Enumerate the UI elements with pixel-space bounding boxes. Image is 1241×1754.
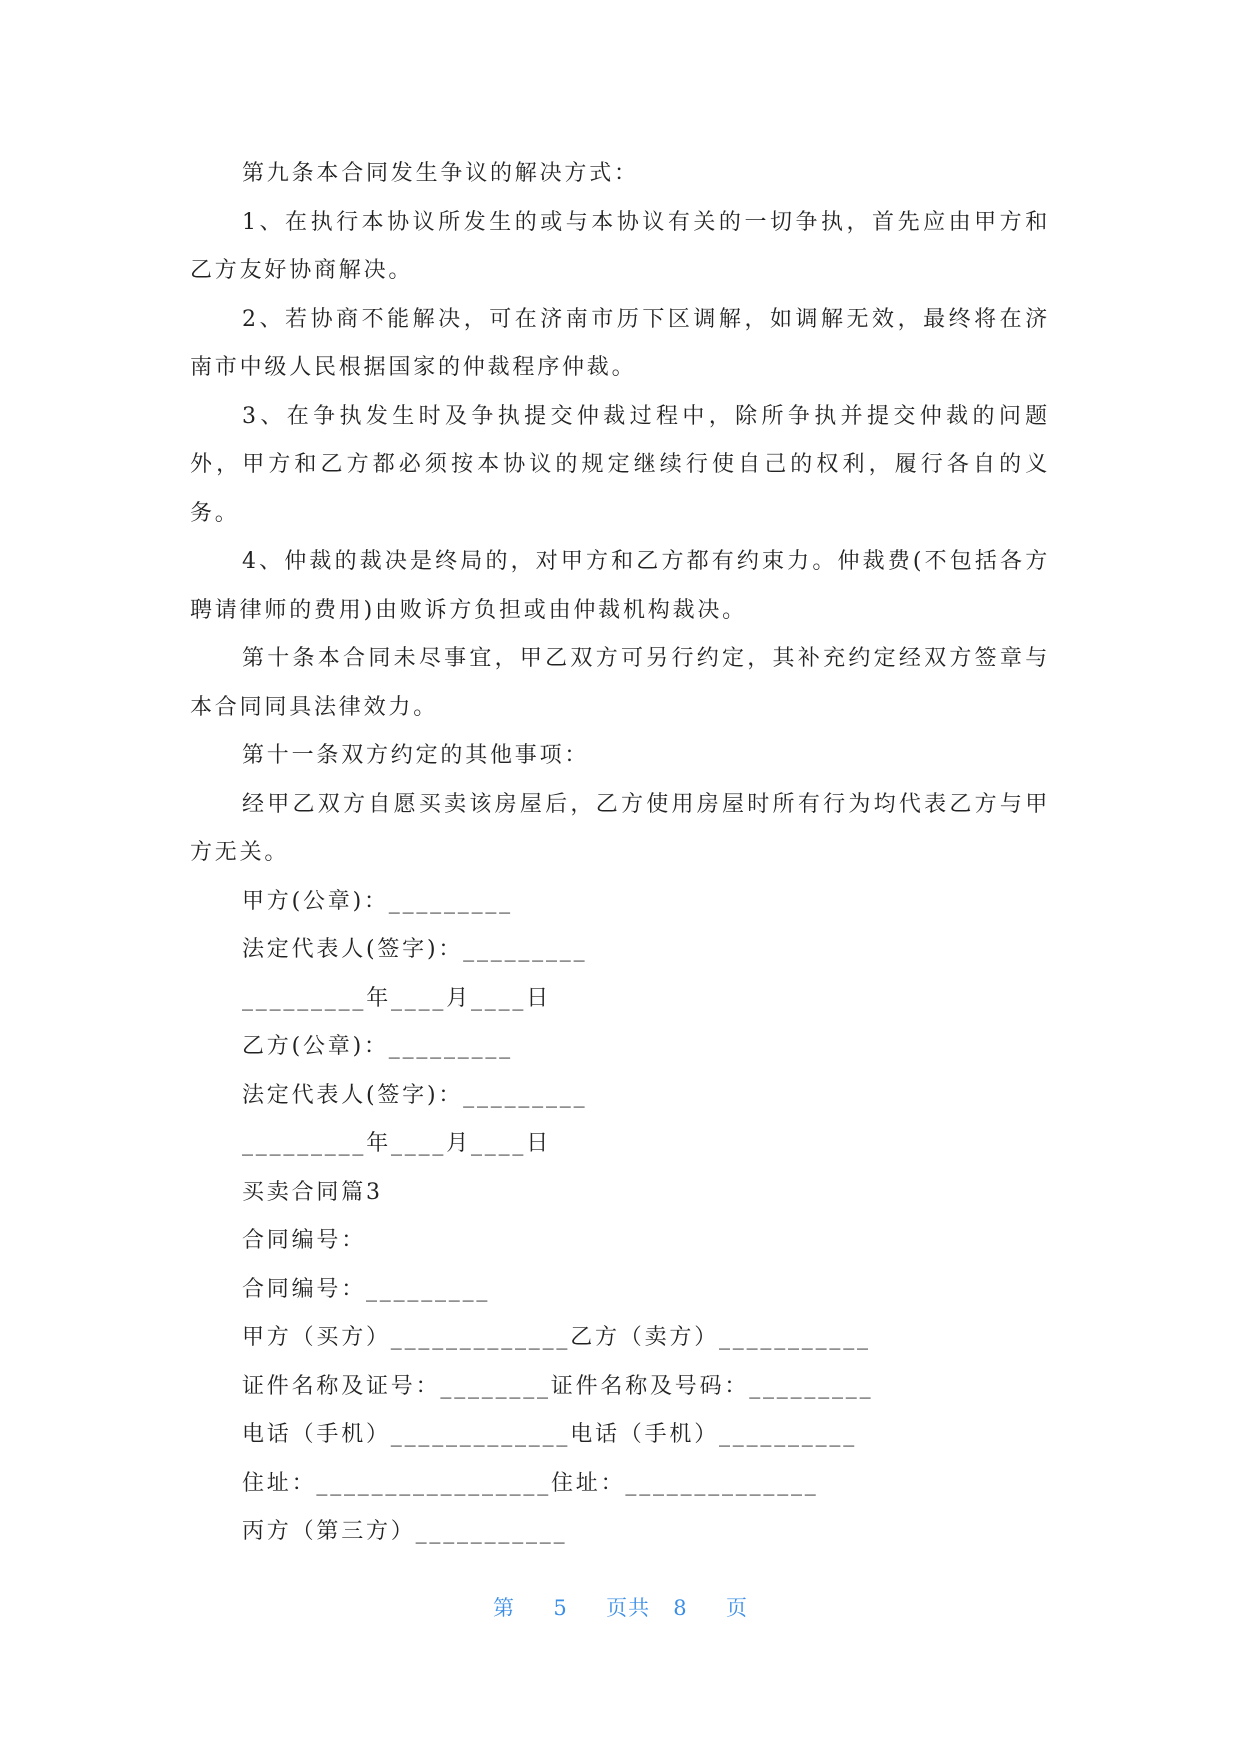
party-b-representative-line: 法定代表人(签字)：_________ <box>242 1082 588 1108</box>
footer-suffix: 页 <box>726 1596 749 1620</box>
paragraph-clause-3: 3、在争执发生时及争执提交仲裁过程中，除所争执并提交仲裁的问题外，甲方和乙方都必须按本协议的规定继续行使自己的权利，履行各自的义务。 <box>190 403 1050 526</box>
paragraph-clause-1: 1、在执行本协议所发生的或与本协议有关的一切争执，首先应由甲方和乙方友好协商解决。 <box>190 209 1050 283</box>
party-a-date-line: _________年____月____日 <box>242 985 551 1011</box>
footer-prefix: 第 <box>492 1596 515 1620</box>
address-line: 住址：_________________住址：______________ <box>242 1470 819 1496</box>
footer-middle: 页共 <box>606 1596 651 1620</box>
contract-number-line: 合同编号：_________ <box>242 1276 491 1302</box>
party-b-seal-line: 乙方(公章)：_________ <box>242 1034 513 1059</box>
paragraph-other-matters: 经甲乙双方自愿买卖该房屋后，乙方使用房屋时所有行为均代表乙方与甲方无关。 <box>190 791 1050 865</box>
party-a-representative-line: 法定代表人(签字)：_________ <box>242 937 588 962</box>
document-body <box>190 150 1050 1557</box>
footer-total-pages: 8 <box>673 1596 688 1620</box>
paragraph-article-9-heading: 第九条本合同发生争议的解决方式： <box>242 161 639 186</box>
page-footer <box>0 1592 1241 1622</box>
paragraph-article-11-heading: 第十一条双方约定的其他事项： <box>242 743 590 768</box>
paragraph-clause-4: 4、仲裁的裁决是终局的，对甲方和乙方都有约束力。仲裁费(不包括各方聘请律师的费用)由败诉方负担或由仲裁机构裁决。 <box>190 549 1050 623</box>
buyer-seller-line: 甲方（买方）_____________乙方（卖方）___________ <box>242 1325 871 1350</box>
party-b-date-line: _________年____月____日 <box>242 1131 551 1156</box>
paragraph-article-10: 第十条本合同未尽事宜，甲乙双方可另行约定，其补充约定经双方签章与本合同同具法律效力。 <box>190 646 1050 720</box>
phone-line: 电话（手机）_____________电话（手机）__________ <box>242 1422 858 1447</box>
id-document-line: 证件名称及证号：________证件名称及号码：_________ <box>242 1373 874 1399</box>
party-a-seal-line: 甲方(公章)：_________ <box>242 888 513 914</box>
paragraph-clause-2: 2、若协商不能解决，可在济南市历下区调解，如调解无效，最终将在济南市中级人民根据国家的仲裁程序仲裁。 <box>190 306 1050 380</box>
footer-current-page: 5 <box>553 1596 568 1620</box>
contract-number-label: 合同编号： <box>242 1228 367 1253</box>
third-party-line: 丙方（第三方）___________ <box>242 1519 568 1544</box>
section-title: 买卖合同篇3 <box>242 1179 383 1205</box>
